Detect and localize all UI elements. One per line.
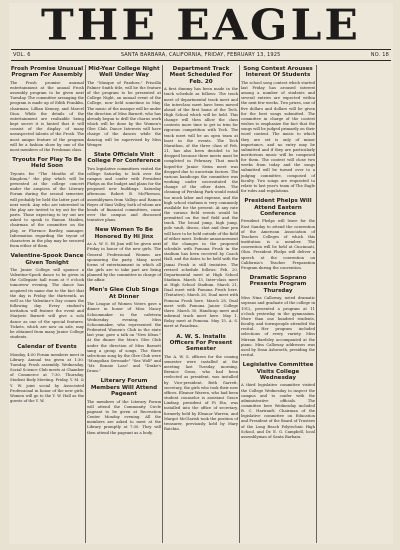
headline: Frosh Promise Unusual Program For Assembly <box>10 66 84 79</box>
story-text: As A. W. S. Hi Jinx will be given next Friday in honor of the new girls. The General Professional Women are sponsoring the party. Many novel forms of entertainment in which all the girls are to take part are being planned by the committee in charge of the affair. <box>87 242 161 283</box>
story-text: The League of Women Voters gave a dinner in honor of Miss Nancy Schoonmaker in the cafeteria Wednesday evening. Miss Schoonmaker, who represented the Federated Women's Club in the state last year, gave a talk on "New Ideas." At the dinner the Men's Glee Club under the direction of Miss Barnett sang a group of songs. The three selections sung by the Glee Club were "Mongolian Serenade" "Sea Wolf" and "Mr. Bonnie Lass" and "Drake's Drum." <box>87 302 161 374</box>
story-text: The members of the Literary Forum will attend the Community Circle pageant to be given at Recreation Center Monday evening. All the members are asked to meet at the Library promptly at 7:30. They will then attend the pageant as a body. <box>87 399 161 435</box>
story-text: Miss Nina Calloway, noted dramatic soprano and graduate of the college in 1912, presented a program at 11 o'clock yesterday in the gymnasium. More than one hundred students, faculty, and townspeople attended the recital. Her program included selections of every variety. Miss Mirram Bardsley accompanied at the piano. Miss Calloway addresses was used by Dean Ashworth, presiding the recital. <box>241 296 315 357</box>
headline: President Phelps Will Attend Eastern Conference <box>244 198 312 218</box>
headline: Literary Forum Members Will Attend Pageant <box>90 378 158 398</box>
column-4 <box>240 65 317 543</box>
story-text: The A. W. S. officers for the coming semester were installed at the meeting last Tuesday morning. Bernice Gross, who had been reelected as president, was installed by Vice-president, Beth Garrett, secretary, the girls who took their new offices. Eleanor Warren, who had been student counselor is assistant Grace Lindsay, president of Pi Eta, was installed into the office of secretary, formerly held by Eleanor Warren, and Margot McClarish took the position of treasurer, previously held by Mary Ratchin. <box>164 354 238 431</box>
column-2 <box>86 65 163 543</box>
columns <box>9 65 393 543</box>
headline: Mid-Year College Night Well Under Way <box>88 66 160 79</box>
story-text: Two legislative committees visited the college Saturday to look over the campus and confer with President Phelps on the budget and plans for the proposed new buildings. Saturday afternoon Robert B. McPherson, assemblymen from Vallejo and Ramon Reyes of Simi Valley, both of whom are heads of financial committees, came over the campus and discussed tentative plans. <box>87 166 161 223</box>
column-5 <box>317 65 393 543</box>
masthead-title: THE EAGLE <box>41 1 361 50</box>
column-3 <box>163 65 240 543</box>
headline: Valentine-Spook Dance Given Tonight <box>10 253 84 266</box>
headline: Song Contest Arouses Interest Of Students <box>243 66 313 79</box>
story-text: A first dummy has been made in the track schedule as follows: The track meet of departmental track meet and the interclass meet have been moved ahead of the first home of the Tech. High School which will be held. This change will then allow the class contests more time to get in trim for rigorous competition with Tech. The track meet will be an open team at least in the events. The Tech Marathon, of the three class of Feb. 21, has also been decided to be dropped because three meets must be completed in February. That much hoped-for Junior Swim meet was dropped due to uncertain factors. The various handicaps the committee was working under necessitated the change of the other dates. The cleaning of Pershing Park would entail too much labor and expense, and the high school stadium is very commonly available for the present. At any rate the various field events would be permitted on the turf field and the track. The broad jump, high jump, pole vault, discus, shot and dear pen will have to be held outside of the field of either meet. Definite announcement of the changes in the proposed schedule with Pomona Frosh in the stadium has been received by Coach Hall, and the dates to be held with the Jamai Frosh is still tentative. The revised schedule follows: Feb. 20, Departmental meet at High School Stadium. March 13, Inter-class meet at High School Stadium. March 21, Dual meet with Pomona Frosh here. (Tentative). March 26, Dual meet with Pomona Frosh here. March 28, Dual meet with Pomona Junior College there. March 30, Handicap meet and informal track meet here. May 1, Relay meet at Pomona. May 15, A. S. meet at Pasadena. <box>164 87 238 329</box>
story-text: Tryouts for "The Months of the Kingdom," the play which will be presented at the college concert under the auspices of the Literary Forum during the second semester, will probably be held the latter part of next week. Any who are interested in the play are invited to try out for the parts. Those expecting to try out are asked to speak to Ramon Maiden, chairman of the committee on the play, or Florence Bartley, manager. Information regarding the tryout of characters in the play may be secured from either of them. <box>10 171 84 248</box>
newspaper-page <box>9 3 393 544</box>
headline: Tryouts For Play To Be Held Soon <box>12 157 82 170</box>
headline: Men's Glee Club Sings At Dinner <box>89 287 159 300</box>
story-text: The Junior College will sponsor a Valentine-Spook dance to be given in the Collegiate hall room at 9 o'clock tomorrow evening. The dance has acquired its name due to the fact that the day is Friday the thirteenth, as well as the Valentine's Day comes the following day. Every student's invitation will feature the event and Marjorie Barnett will give a solo dance as one of the special features. Tickets, which are now on sale, may be obtained from many Junior College students. <box>10 267 84 339</box>
headline: Dramatic Soprano Presents Program Thursday <box>249 275 307 294</box>
headline: New Women To Be Honored By Hi Jinx <box>94 227 154 240</box>
headline: Legislative Committee Visits College Wednesday <box>242 362 314 381</box>
column-1 <box>9 65 86 543</box>
folio-line <box>11 49 391 61</box>
story-text: President Phelps will leave for the East Sunday to attend the convention of the American Association of Teachers Colleges of which this institution is a member. The convention will be held at Cincinnati, Ohio. President Phelps will deliver a speech at the convention on California's Teacher Preparation Program during the convention. <box>241 219 315 270</box>
story-text: Monday, 4:00 Forum members meet in Library. Annual tea given at 1:30. Tuesday, Frosh assembly. Wednesday, Social Science Club meets at Chamber of Commerce at 7:30. Thursday, Student Body Meeting. Friday, Y. M. & Y. W. joint social by Associated Professional in honor of the new girls. Women will go to the Y. W. Hall as the guests of the Y. W. <box>10 352 84 403</box>
headline: State Officials Visit College For Conference <box>87 151 161 165</box>
story-text: The Frosh promise unusual entertainment at the annual Frosh assembly program to be given next Tuesday. The committee arranging the program is made up of Edith Franklin, chairman; Lillian Kenney, and Marcel Dion. While the details of the entertainment are realizable being kept secret it is hinted that it will consist of the display of many unsuspected talents of the Frosh. The most unique feature of the program will be a fashion show by one of the most members of the Freshman class. <box>10 80 84 152</box>
headline: Department Track Meet Scheduled For Feb. 20 <box>169 66 233 85</box>
headline: A. W. S. Installs Officers For Present Semester <box>169 333 233 353</box>
issue-number: NO. 18 <box>370 52 389 58</box>
headline: Calendar of Events <box>17 344 77 351</box>
dateline: SANTA BARBARA, CALIFORNIA, FRIDAY, FEBRUARY 13, 1925 <box>120 52 281 58</box>
story-text: The school song contest which started last Friday has aroused interest among a number of students and several entries are expected within the next few weeks. Two prizes, one of five dollars and dollars will be given for the best songs submitted. The committee in charge of the contest wishes to emphasize the fact that the songs will be judged primarily on their word content. The music to which they are set is only of minor importance, and no entry may be submitted and if they are particularly meritorious music will be composed for them. The contest will close two weeks from today and the songs submitted will be turned over to a judging committee, composed of faculty. Two songs are requested to relate to last year's team of The Eagle for rules and regulations. <box>241 80 315 194</box>
volume-number: VOL. 6 <box>13 52 31 58</box>
story-text: A third legislative committee visited the College Wednesday to inspect the campus and to confer with the administrative officials. The committee here Wednesday included B. C. Hartranft, Chairman of the legislative committee on Education and President of the Board of Trustees of the Long Beach Polytechnic High School, and Dr. E. G. Campbell, local assemblyman of Santa Barbara. <box>241 383 315 439</box>
story-text: The "Masque of Pandora," Priscilla Palmer Smith title, will be the feature of the program to be presented at College Night, an annual event of the College, now held sometime in May. The music of the masque will be under the direction of Miss Barnett, who has already begun to drill the chorus work which will be done by the Women's Glee Club. Dance Interests will have charge of the dances while the dancing will be supervised by Miss Wenger. <box>87 80 161 147</box>
